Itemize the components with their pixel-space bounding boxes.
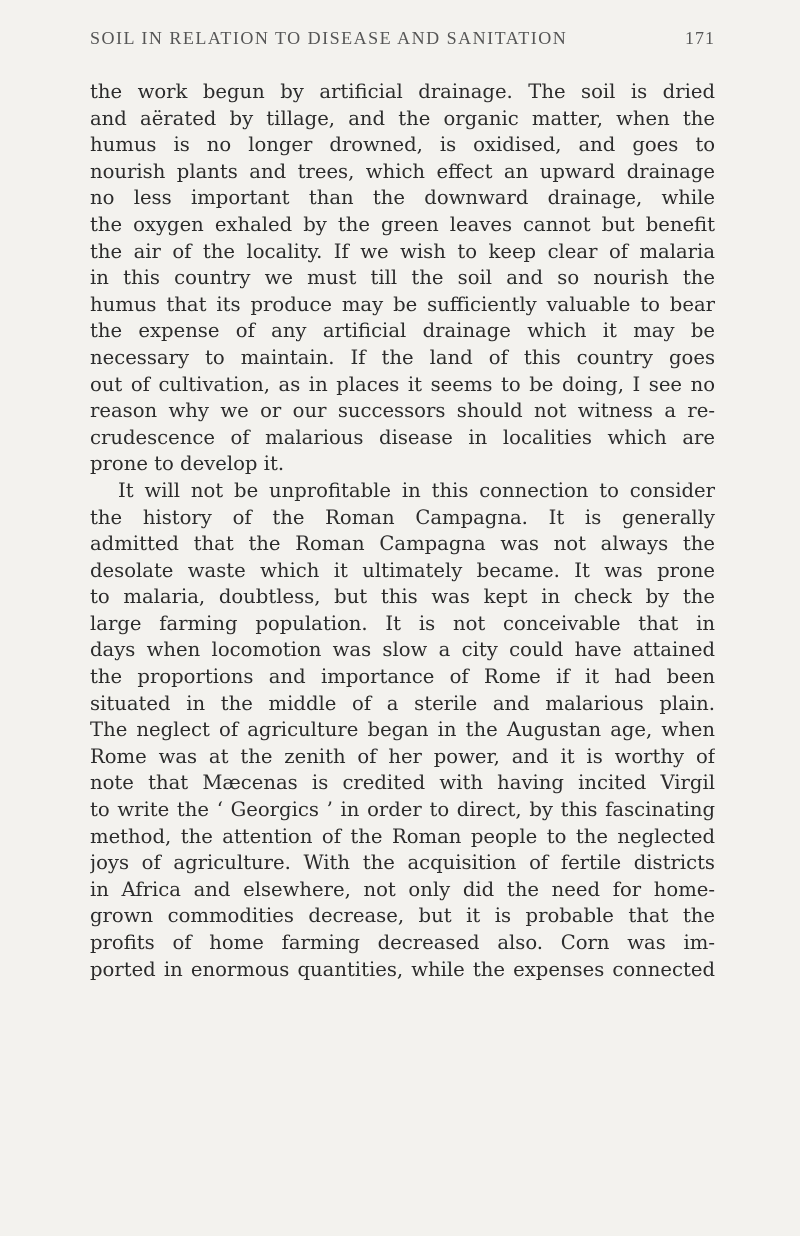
text-line: the proportions and importance of Rome if it had been xyxy=(90,665,715,689)
text-line: note that Mæcenas is credited with having incited Virgil xyxy=(90,771,715,795)
text-line: no less important than the downward drainage, while xyxy=(90,186,715,210)
text-line: in this country we must till the soil and so nourish the xyxy=(90,266,715,290)
text-line: to write the ‘ Georgics ’ in order to direct, by this fascinating xyxy=(90,798,715,822)
text-line: humus is no longer drowned, is oxidised, and goes to xyxy=(90,133,715,157)
text-line: necessary to maintain. If the land of this country goes xyxy=(90,345,715,369)
text-line: situated in the middle of a sterile and malarious plain. xyxy=(90,691,715,715)
text-line: days when locomotion was slow a city could have attained xyxy=(90,638,715,662)
text-line: profits of home farming decreased also. Corn was im- xyxy=(90,931,715,954)
text-line: It will not be unprofitable in this connection to consider xyxy=(118,478,715,502)
page-number: 171 xyxy=(685,28,715,48)
text-line: joys of agriculture. With the acquisition of fertile districts xyxy=(90,851,715,875)
body-text xyxy=(90,79,715,983)
text-line: the work begun by artificial drainage. The soil is dried xyxy=(90,80,715,103)
text-line: ported in enormous quantities, while the expenses connected xyxy=(90,957,715,981)
text-line: humus that its produce may be sufficiently valuable to bear xyxy=(90,292,715,316)
text-line: large farming population. It is not conceivable that in xyxy=(90,611,715,635)
text-line: to malaria, doubtless, but this was kept in check by the xyxy=(90,585,715,609)
text-line: the history of the Roman Campagna. It is generally xyxy=(90,505,715,529)
text-line: the expense of any artificial drainage which it may be xyxy=(90,319,715,343)
text-line: grown commodities decrease, but it is probable that the xyxy=(90,904,715,928)
running-head xyxy=(90,28,715,54)
text-line: Rome was at the zenith of her power, and it is worthy of xyxy=(90,744,715,768)
text-line: and aërated by tillage, and the organic matter, when the xyxy=(90,106,715,130)
text-line: desolate waste which it ultimately became. It was prone xyxy=(90,558,715,582)
text-line: method, the attention of the Roman people to the neglected xyxy=(90,824,715,848)
running-title: SOIL IN RELATION TO DISEASE AND SANITATION xyxy=(90,28,568,48)
text-line: crudescence of malarious disease in localities which are xyxy=(90,425,715,449)
text-line: admitted that the Roman Campagna was not always the xyxy=(90,532,715,556)
text-line: The neglect of agriculture began in the Augustan age, when xyxy=(90,718,715,742)
paragraph xyxy=(90,79,715,478)
text-line: the oxygen exhaled by the green leaves cannot but benefit xyxy=(90,212,715,236)
text-line: out of cultivation, as in places it seems to be doing, I see no xyxy=(90,372,715,396)
text-line: reason why we or our successors should not witness a re- xyxy=(90,399,715,423)
paragraph xyxy=(90,478,715,983)
text-line: prone to develop it. xyxy=(90,452,285,476)
text-line: nourish plants and trees, which effect an upward drainage xyxy=(90,159,715,183)
text-line: the air of the locality. If we wish to keep clear of malaria xyxy=(90,239,715,263)
text-line: in Africa and elsewhere, not only did the need for home- xyxy=(90,877,715,901)
